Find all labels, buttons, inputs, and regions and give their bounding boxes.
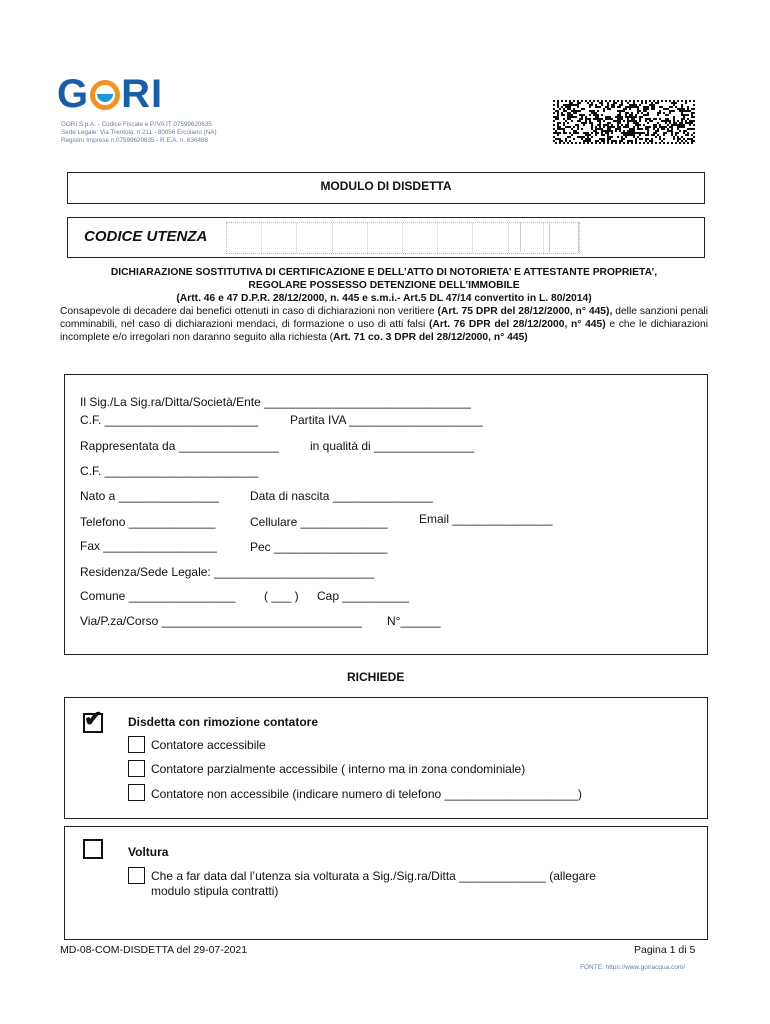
field-fax[interactable]: Fax _________________ xyxy=(80,539,217,553)
field-rappresentata[interactable]: Rappresentata da _______________ xyxy=(80,439,279,453)
declaration-heading: (Artt. 46 e 47 D.P.R. 28/12/2000, n. 445 e s.m.i.- Art.5 DL 47/14 convertito in L. 80/2014) xyxy=(176,293,592,304)
field-cellulare[interactable]: Cellulare _____________ xyxy=(250,515,388,529)
company-line: GORI S.p.A. - Codice Fiscale e P.IVA IT 07599620635 xyxy=(61,121,212,128)
contatore-accessibile-label: Contatore accessibile xyxy=(151,738,266,752)
field-comune[interactable]: Comune ________________ xyxy=(80,589,236,603)
field-provincia[interactable]: ( ___ ) xyxy=(264,589,299,603)
field-telefono[interactable]: Telefono _____________ xyxy=(80,515,216,529)
field-residenza[interactable]: Residenza/Sede Legale: ________________________ xyxy=(80,565,375,579)
field-via[interactable]: Via/P.za/Corso ______________________________ xyxy=(80,614,362,628)
voltura-sub-label: Che a far data dal l’utenza sia volturata a Sig./Sig.ra/Ditta _____________ (allegare xyxy=(151,869,596,883)
check-mark-icon: ✔ xyxy=(84,706,103,731)
field-qualita[interactable]: in qualità di _______________ xyxy=(310,439,475,453)
declaration-heading: DICHIARAZIONE SOSTITUTIVA DI CERTIFICAZIONE E DELL’ATTO DI NOTORIETA’ E ATTESTANTE PROPRIETA’, xyxy=(110,267,658,278)
codice-utenza-check-cells[interactable] xyxy=(520,222,579,252)
field-numero-civico[interactable]: N°______ xyxy=(387,614,441,628)
option-voltura-box xyxy=(64,826,708,940)
option-disdetta-box xyxy=(64,697,708,819)
page-number: Pagina 1 di 5 xyxy=(634,944,696,956)
company-line: Sede Legale: Via Trentola, n.211 - 80056 Ercolano (NA) xyxy=(61,129,217,136)
disdetta-checkbox[interactable] xyxy=(83,706,103,733)
logo-drop-icon xyxy=(90,80,120,110)
field-email[interactable]: Email _______________ xyxy=(419,512,553,526)
field-sig[interactable]: Il Sig./La Sig.ra/Ditta/Società/Ente _______________________________ xyxy=(80,395,471,409)
field-partita-iva[interactable]: Partita IVA ____________________ xyxy=(290,413,483,427)
personal-data-form xyxy=(64,374,708,655)
contatore-non-accessibile-label: Contatore non accessibile (indicare numero di telefono ____________________) xyxy=(151,787,582,801)
voltura-title: Voltura xyxy=(128,845,169,859)
declaration-body: Consapevole di decadere dai benefici ottenuti in caso di dichiarazioni non veritiere (Art. 75 DPR del 28/12/2000, n° 445), delle sanzioni penali comminabili, nel caso di dichiarazioni mendaci, di formazione o uso di atti falsi (Art. 76 DPR del 28/12/2000, n° 445) e che le dichiarazioni incomplete e/o irregolari non daranno seguito alla richiesta (Art. 71 co. 3 DPR del 28/12/2000, n° 445) xyxy=(60,306,708,343)
field-data-nascita[interactable]: Data di nascita _______________ xyxy=(250,489,433,503)
declaration-heading: REGOLARE POSSESSO DETENZIONE DELL’IMMOBILE xyxy=(248,280,520,291)
contatore-non-accessibile-checkbox[interactable] xyxy=(128,784,145,801)
title-box xyxy=(67,172,705,204)
contatore-accessibile-checkbox[interactable] xyxy=(128,736,145,753)
voltura-sub-label-2: modulo stipula contratti) xyxy=(151,884,279,898)
declaration xyxy=(60,266,708,344)
source-link[interactable]: FONTE: https://www.goriacqua.com/ xyxy=(580,964,686,971)
contatore-parziale-checkbox[interactable] xyxy=(128,760,145,777)
field-cf-rappresentante[interactable]: C.F. _______________________ xyxy=(80,464,259,478)
document-code: MD-08-COM-DISDETTA del 29-07-2021 xyxy=(60,944,248,956)
richiede-heading: RICHIEDE xyxy=(347,670,405,684)
logo-letters-ri: RI xyxy=(121,72,164,116)
company-line: Registro Imprese n.07599620635 - R.E.A. n. 636488 xyxy=(61,137,209,144)
company-info xyxy=(61,121,217,145)
form-title: MODULO DI DISDETTA xyxy=(320,179,452,193)
barcode-2d xyxy=(553,100,695,144)
field-cap[interactable]: Cap __________ xyxy=(317,589,410,603)
codice-utenza-box xyxy=(67,217,705,258)
codice-utenza-label: CODICE UTENZA xyxy=(84,228,208,245)
disdetta-title: Disdetta con rimozione contatore xyxy=(128,715,319,729)
voltura-checkbox[interactable] xyxy=(83,839,103,859)
field-nato-a[interactable]: Nato a _______________ xyxy=(80,489,219,503)
voltura-sub-checkbox[interactable] xyxy=(128,867,145,884)
field-pec[interactable]: Pec _________________ xyxy=(250,540,388,554)
gori-logo xyxy=(57,72,163,117)
logo-letter-g: G xyxy=(57,72,90,116)
field-cf[interactable]: C.F. _______________________ xyxy=(80,413,259,427)
contatore-parziale-label: Contatore parzialmente accessibile ( interno ma in zona condominiale) xyxy=(151,762,526,776)
